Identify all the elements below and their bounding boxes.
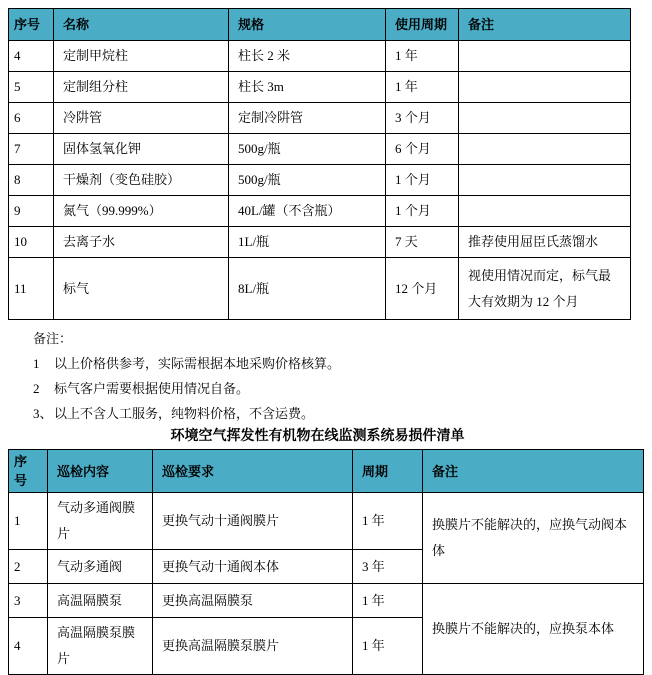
table-row <box>9 72 631 103</box>
cell-cycle: 1 年 <box>386 41 459 72</box>
cell-remark: 视使用情况而定，标气最大有效期为 12 个月 <box>459 258 631 320</box>
supplies-header-spec: 规格 <box>229 9 386 41</box>
note-item <box>33 356 652 372</box>
note-text: 以上不含人工服务，纯物料价格，不含运费。 <box>54 406 315 421</box>
cell-name: 冷阱管 <box>54 103 229 134</box>
note-item <box>33 406 652 422</box>
supplies-header-name: 名称 <box>54 9 229 41</box>
table-row <box>9 41 631 72</box>
cell-index: 4 <box>9 41 54 72</box>
cell-index: 3 <box>9 584 48 618</box>
cell-remark <box>459 41 631 72</box>
table-row <box>9 258 631 320</box>
cell-remark <box>459 134 631 165</box>
cell-name: 去离子水 <box>54 227 229 258</box>
cell-index: 9 <box>9 196 54 227</box>
cell-cycle: 3 年 <box>353 550 423 584</box>
merged-remark-cell: 换膜片不能解决的，应换气动阀本体 <box>423 493 644 584</box>
cell-remark <box>459 196 631 227</box>
table-row <box>9 165 631 196</box>
supplies-header-cycle: 使用周期 <box>386 9 459 41</box>
cell-cycle: 6 个月 <box>386 134 459 165</box>
cell-cycle: 1 年 <box>353 493 423 550</box>
table-row <box>9 493 644 550</box>
cell-requirement: 更换高温隔膜泵膜片 <box>153 618 353 675</box>
cell-content: 气动多通阀膜片 <box>48 493 153 550</box>
table-row <box>9 103 631 134</box>
wearing-parts-table <box>8 449 644 675</box>
cell-cycle: 1 个月 <box>386 196 459 227</box>
cell-name: 固体氢氧化钾 <box>54 134 229 165</box>
cell-spec: 40L/罐（不含瓶） <box>229 196 386 227</box>
cell-content: 气动多通阀 <box>48 550 153 584</box>
supplies-header-remark: 备注 <box>459 9 631 41</box>
table-row <box>9 134 631 165</box>
cell-index: 7 <box>9 134 54 165</box>
section-title: 环境空气挥发性有机物在线监测系统易损件清单 <box>170 429 465 444</box>
cell-content: 高温隔膜泵膜片 <box>48 618 153 675</box>
cell-name: 氮气（99.999%） <box>54 196 229 227</box>
cell-spec: 500g/瓶 <box>229 165 386 196</box>
cell-index: 2 <box>9 550 48 584</box>
cell-name: 标气 <box>54 258 229 320</box>
supplies-header-row <box>9 9 631 41</box>
notes-block <box>33 331 652 422</box>
cell-index: 4 <box>9 618 48 675</box>
cell-spec: 500g/瓶 <box>229 134 386 165</box>
table-row <box>9 196 631 227</box>
cell-remark: 推荐使用屈臣氏蒸馏水 <box>459 227 631 258</box>
parts-header-row <box>9 450 644 493</box>
cell-remark <box>459 72 631 103</box>
cell-requirement: 更换气动十通阀本体 <box>153 550 353 584</box>
parts-header-cycle: 周期 <box>353 450 423 493</box>
cell-spec: 柱长 3m <box>229 72 386 103</box>
cell-remark <box>459 165 631 196</box>
cell-index: 11 <box>9 258 54 320</box>
cell-cycle: 1 年 <box>353 584 423 618</box>
cell-remark <box>459 103 631 134</box>
parts-header-content: 巡检内容 <box>48 450 153 493</box>
supplies-table <box>8 8 631 320</box>
parts-header-remark: 备注 <box>423 450 644 493</box>
cell-index: 8 <box>9 165 54 196</box>
parts-header-index: 序号 <box>9 450 48 493</box>
merged-remark-cell: 换膜片不能解决的，应换泵本体 <box>423 584 644 675</box>
cell-cycle: 7 天 <box>386 227 459 258</box>
cell-spec: 柱长 2 米 <box>229 41 386 72</box>
cell-cycle: 12 个月 <box>386 258 459 320</box>
cell-spec: 8L/瓶 <box>229 258 386 320</box>
note-number: 3、 <box>33 406 53 421</box>
cell-requirement: 更换气动十通阀膜片 <box>153 493 353 550</box>
supplies-header-index: 序号 <box>9 9 54 41</box>
cell-cycle: 3 个月 <box>386 103 459 134</box>
note-number: 2 <box>33 381 40 396</box>
cell-name: 干燥剂（变色硅胶） <box>54 165 229 196</box>
cell-index: 1 <box>9 493 48 550</box>
parts-header-requirement: 巡检要求 <box>153 450 353 493</box>
cell-name: 定制组分柱 <box>54 72 229 103</box>
cell-index: 10 <box>9 227 54 258</box>
cell-spec: 1L/瓶 <box>229 227 386 258</box>
notes-label: 备注： <box>33 331 73 346</box>
cell-spec: 定制冷阱管 <box>229 103 386 134</box>
cell-cycle: 1 年 <box>386 72 459 103</box>
cell-index: 5 <box>9 72 54 103</box>
cell-content: 高温隔膜泵 <box>48 584 153 618</box>
table-row <box>9 584 644 618</box>
cell-name: 定制甲烷柱 <box>54 41 229 72</box>
cell-cycle: 1 个月 <box>386 165 459 196</box>
note-item <box>33 381 652 397</box>
cell-cycle: 1 年 <box>353 618 423 675</box>
note-number: 1 <box>33 356 40 371</box>
cell-index: 6 <box>9 103 54 134</box>
note-text: 以上价格供参考，实际需根据本地采购价格核算。 <box>54 356 341 371</box>
cell-requirement: 更换高温隔膜泵 <box>153 584 353 618</box>
note-text: 标气客户需要根据使用情况自备。 <box>54 381 250 396</box>
table-row <box>9 227 631 258</box>
